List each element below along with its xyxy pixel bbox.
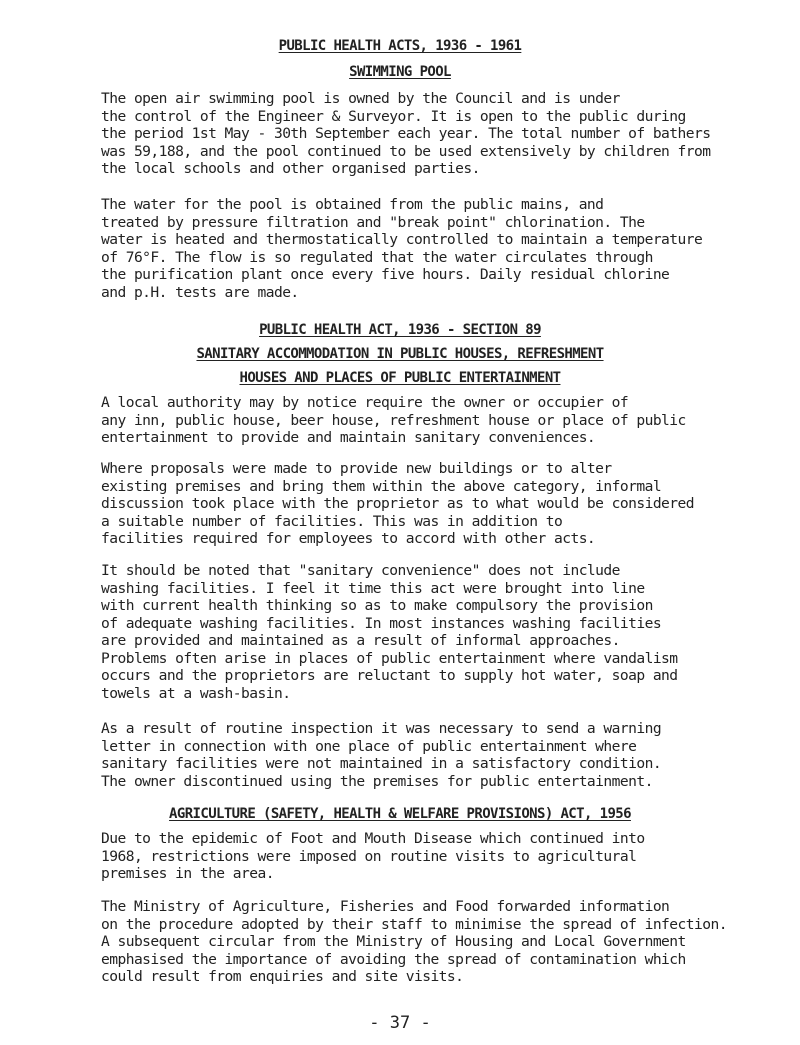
text-line: existing premises and bring them within the above category, informal (101, 477, 662, 495)
text-line: discussion took place with the proprietor as to what would be considered (101, 495, 695, 512)
text-line: As a result of routine inspection it was necessary to send a warning (101, 720, 662, 737)
section-subheading-sanitary-accommodation: SANITARY ACCOMMODATION IN PUBLIC HOUSES, REFRESHMENT (196, 346, 604, 362)
text-line: water is heated and thermostatically controlled to maintain a temperature (101, 231, 703, 248)
text-line: letter in connection with one place of public entertainment where (101, 737, 637, 755)
text-line: of adequate washing facilities. In most instances washing facilities (101, 614, 662, 632)
text-line: the control of the Engineer & Surveyor. It is open to the public during (101, 107, 686, 125)
paragraph-local-authority-notice (101, 394, 771, 447)
paragraph-foot-and-mouth (101, 830, 771, 883)
text-line: are provided and maintained as a result of informal approaches. (101, 632, 620, 649)
text-line: a suitable number of facilities. This was in addition to (101, 512, 563, 530)
paragraph-pool-water-treatment (101, 196, 771, 301)
text-line: 1968, restrictions were imposed on routine visits to agricultural (101, 847, 637, 865)
main-heading: PUBLIC HEALTH ACTS, 1936 - 1961 (278, 38, 522, 54)
text-line: treated by pressure filtration and "break point" chlorination. The (101, 213, 645, 231)
text-line: The owner discontinued using the premises for public entertainment. (101, 772, 653, 790)
text-line: Where proposals were made to provide new buildings or to alter (101, 460, 612, 477)
text-line: on the procedure adopted by their staff to minimise the spread of infection. (101, 915, 727, 933)
paragraph-routine-inspection (101, 720, 771, 790)
text-line: with current health thinking so as to make compulsory the provision (101, 597, 653, 614)
text-line: any inn, public house, beer house, refreshment house or place of public (101, 411, 686, 429)
paragraph-washing-facilities (101, 562, 771, 702)
paragraph-ministry-procedure (101, 898, 771, 986)
text-line: A local authority may by notice require the owner or occupier of (101, 394, 629, 411)
text-line: the purification plant once every five hours. Daily residual chlorine (101, 266, 670, 283)
text-line: It should be noted that "sanitary convenience" does not include (101, 562, 620, 579)
text-line: The open air swimming pool is owned by the Council and is under (101, 90, 620, 107)
text-line: sanitary facilities were not maintained in a satisfactory condition. (101, 755, 662, 772)
text-line: washing facilities. I feel it time this act were brought into line (101, 579, 645, 597)
text-line: The water for the pool is obtained from the public mains, and (101, 196, 604, 213)
paragraph-swimming-pool-intro (101, 90, 771, 178)
text-line: A subsequent circular from the Ministry of Housing and Local Government (101, 933, 686, 950)
text-line: and p.H. tests are made. (101, 283, 299, 301)
text-line: facilities required for employees to accord with other acts. (101, 530, 596, 547)
text-line: was 59,188, and the pool continued to be used extensively by children from (101, 142, 711, 160)
text-line: occurs and the proprietors are reluctant to supply hot water, soap and (101, 667, 678, 684)
text-line: the period 1st May - 30th September each year. The total number of bathers (101, 125, 711, 142)
text-line: could result from enquiries and site visits. (101, 968, 464, 985)
section-subheading-places-of-entertainment: HOUSES AND PLACES OF PUBLIC ENTERTAINMENT (239, 370, 561, 386)
text-line: Due to the epidemic of Foot and Mouth Disease which continued into (101, 830, 645, 847)
page-number: - 37 - (369, 1013, 431, 1033)
text-line: of 76°F. The flow is so regulated that the water circulates through (101, 248, 653, 266)
section-heading-swimming-pool: SWIMMING POOL (349, 64, 451, 80)
text-line: the local schools and other organised parties. (101, 160, 480, 177)
paragraph-proposals (101, 460, 771, 548)
section-heading-public-health-act: PUBLIC HEALTH ACT, 1936 - SECTION 89 (259, 322, 541, 338)
text-line: Problems often arise in places of public entertainment where vandalism (101, 649, 678, 667)
section-heading-agriculture-act: AGRICULTURE (SAFETY, HEALTH & WELFARE PROVISIONS) ACT, 1956 (169, 806, 631, 822)
text-line: premises in the area. (101, 865, 274, 882)
text-line: entertainment to provide and maintain sanitary conveniences. (101, 429, 596, 446)
text-line: The Ministry of Agriculture, Fisheries and Food forwarded information (101, 898, 670, 915)
text-line: emphasised the importance of avoiding the spread of contamination which (101, 950, 686, 968)
text-line: towels at a wash-basin. (101, 684, 291, 702)
